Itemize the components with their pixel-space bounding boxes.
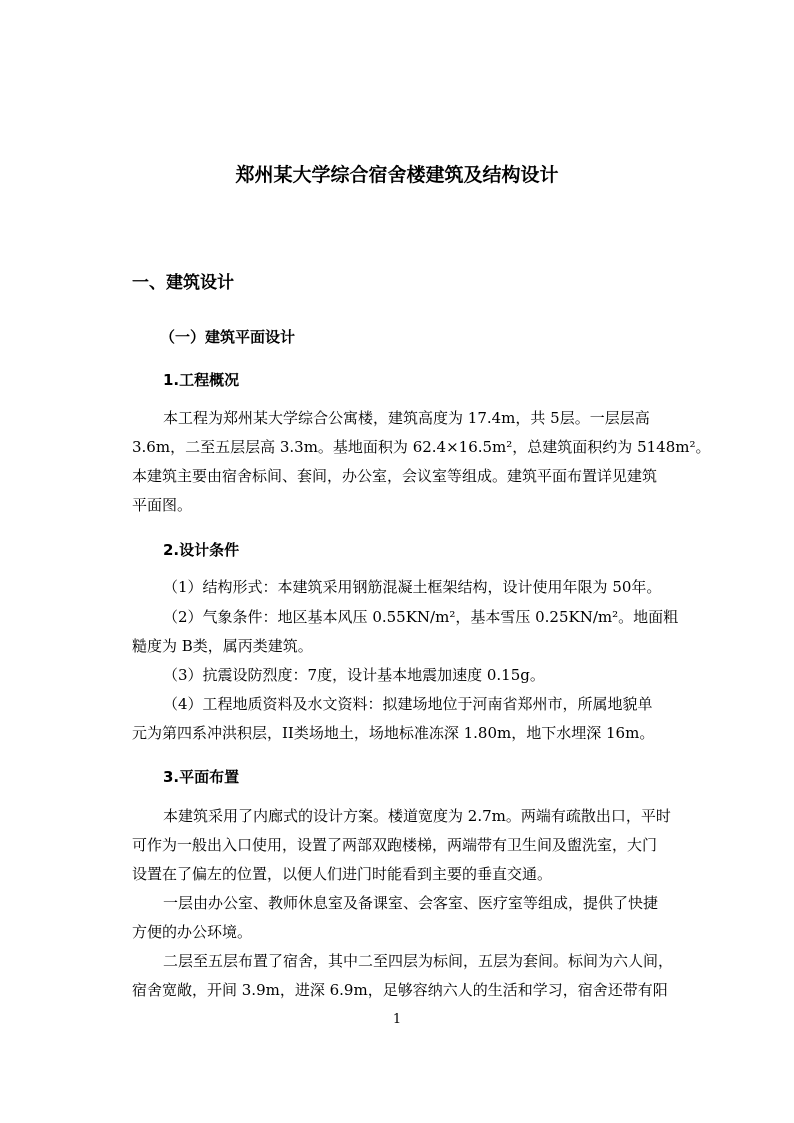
paragraph-line: 可作为一般出入口使用，设置了两部双跑楼梯，两端带有卫生间及盥洗室，大门: [132, 836, 658, 854]
paragraph-line: （2）气象条件：地区基本风压 0.55KN/m²，基本雪压 0.25KN/m²。地面粗: [163, 608, 679, 626]
paragraph-line: 本建筑采用了内廊式的设计方案。楼道宽度为 2.7m。两端有疏散出口，平时: [163, 807, 671, 825]
paragraph-line: （3）抗震设防烈度：7度，设计基本地震加速度 0.15g。: [163, 666, 545, 684]
section-heading: 一、建筑设计: [132, 273, 234, 293]
paragraph-line: 元为第四系冲洪积层，II类场地土，场地标准冻深 1.80m，地下水埋深 16m。: [132, 724, 655, 742]
paragraph-line: 方便的办公环境。: [132, 923, 253, 941]
subsection-heading: （一）建筑平面设计: [160, 328, 296, 346]
paragraph-line: 一层由办公室、教师休息室及备课室、会客室、医疗室等组成，提供了快捷: [163, 894, 659, 912]
paragraph-line: 设置在了偏左的位置，以便人们进门时能看到主要的垂直交通。: [132, 865, 553, 883]
paragraph-line: 本建筑主要由宿舍标间、套间，办公室，会议室等组成。建筑平面布置详见建筑: [132, 467, 658, 485]
paragraph-line: 糙度为 B类，属丙类建筑。: [132, 637, 313, 655]
paragraph-line: 3.6m，二至五层层高 3.3m。基地面积为 62.4×16.5m²，总建筑面积约为 5148m²。: [132, 438, 711, 456]
heading-project-overview: 1.工程概况: [163, 371, 240, 389]
paragraph-line: （4）工程地质资料及水文资料：拟建场地位于河南省郑州市，所属地貌单: [163, 695, 653, 713]
page-number: 1: [392, 1012, 402, 1027]
document-title: 郑州某大学综合宿舍楼建筑及结构设计: [235, 164, 559, 186]
paragraph-line: 二层至五层布置了宿舍，其中二至四层为标间，五层为套间。标间为六人间，: [163, 952, 674, 970]
heading-layout: 3.平面布置: [163, 768, 240, 786]
paragraph-line: 本工程为郑州某大学综合公寓楼，建筑高度为 17.4m，共 5层。一层层高: [163, 409, 650, 427]
paragraph-line: 平面图。: [132, 496, 193, 514]
heading-design-conditions: 2.设计条件: [163, 541, 240, 559]
paragraph-line: （1）结构形式：本建筑采用钢筋混凝土框架结构，设计使用年限为 50年。: [163, 578, 662, 596]
paragraph-line: 宿舍宽敞，开间 3.9m，进深 6.9m，足够容纳六人的生活和学习，宿舍还带有阳: [132, 981, 668, 999]
